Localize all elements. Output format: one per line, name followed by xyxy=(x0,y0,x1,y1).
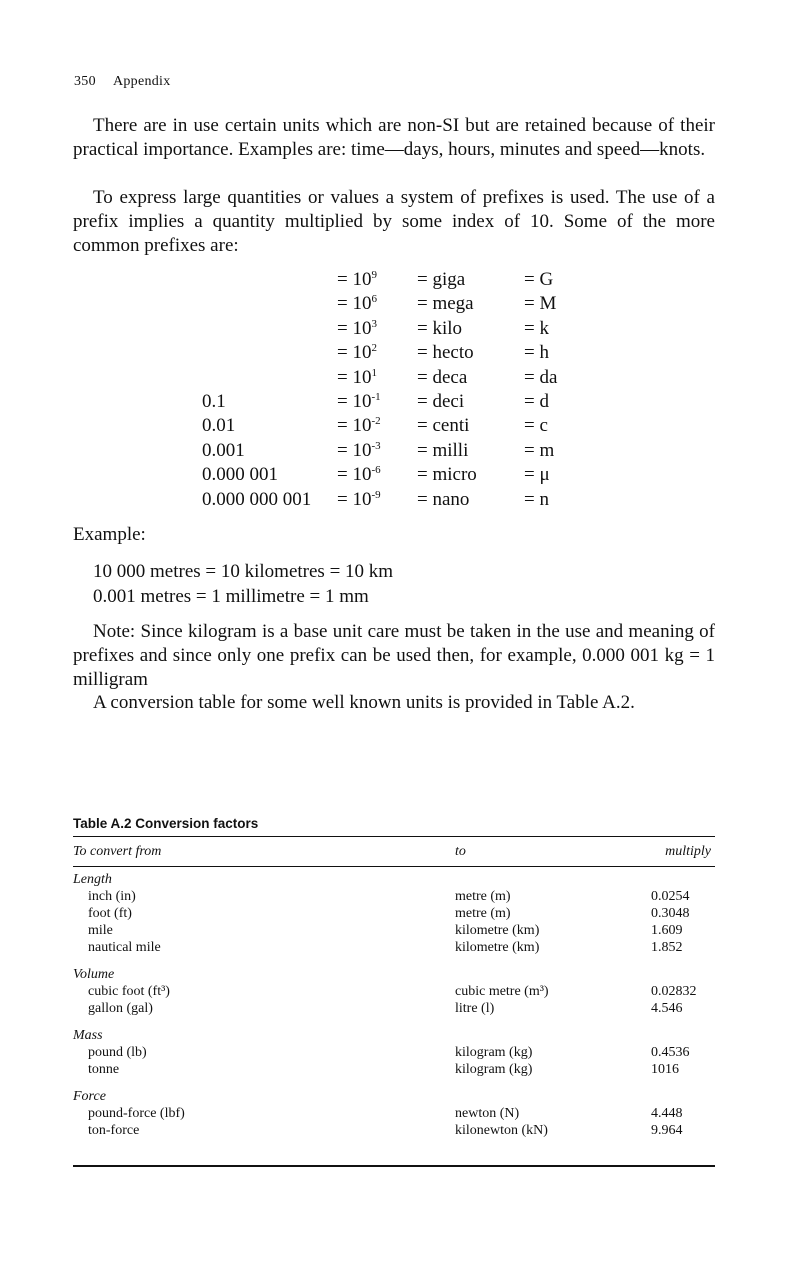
prefix-symbol: = c xyxy=(524,415,548,437)
prefix-number: 0.001 xyxy=(202,439,245,461)
running-head xyxy=(74,74,171,90)
prefix-power xyxy=(337,390,381,414)
cell-convert-from: inch (in) xyxy=(88,889,136,904)
prefix-name: = deci xyxy=(417,390,465,412)
table-row xyxy=(73,888,715,905)
table-row xyxy=(73,939,715,956)
prefix-power xyxy=(337,414,381,438)
prefix-name: = milli xyxy=(417,439,469,461)
cell-multiply: 4.448 xyxy=(651,1106,683,1121)
prefix-name: = deca xyxy=(417,366,468,388)
prefix-name: = mega xyxy=(417,293,474,315)
prefix-name: = kilo xyxy=(417,317,463,339)
cell-convert-from: mile xyxy=(88,923,113,938)
prefix-symbol: = m xyxy=(524,439,555,461)
paragraph-text: There are in use certain units which are non-SI but are retained because of their practical importance. Examples are: time—days, hours, minutes and speed—knots. xyxy=(73,115,715,160)
cell-multiply: 9.964 xyxy=(651,1123,683,1138)
cell-convert-from: tonne xyxy=(88,1062,120,1077)
cell-multiply: 0.02832 xyxy=(651,984,697,999)
cell-multiply: 0.3048 xyxy=(651,906,690,921)
prefix-power xyxy=(337,317,377,341)
header-convert-from: To convert from xyxy=(73,844,162,859)
prefix-name: = hecto xyxy=(417,342,474,364)
table-header-rule xyxy=(73,866,715,867)
prefix-power xyxy=(337,463,381,487)
prefix-name: = nano xyxy=(417,488,470,510)
prefix-exponent: 3 xyxy=(371,317,377,330)
cell-multiply: 1.609 xyxy=(651,923,683,938)
cell-to: metre (m) xyxy=(455,906,511,921)
cell-multiply: 1.852 xyxy=(651,940,683,955)
cell-convert-from: pound-force (lbf) xyxy=(88,1106,185,1121)
paragraph-text: Note: Since kilogram is a base unit care must be taken in the use and meaning of prefixes and since only one prefix can be used then, for example, 0.000 001 kg = 1 milligram xyxy=(73,621,715,690)
table-top-rule xyxy=(73,836,715,837)
paragraph-prefixes-intro xyxy=(73,186,715,258)
prefix-power xyxy=(337,268,377,292)
table-group xyxy=(73,966,715,1017)
prefix-symbol: = M xyxy=(524,293,557,315)
table-row xyxy=(73,983,715,1000)
example-line: 0.001 metres = 1 millimetre = 1 mm xyxy=(93,586,369,607)
prefix-power-base: = 10 xyxy=(337,415,372,437)
paragraph-text: A conversion table for some well known units is provided in Table A.2. xyxy=(93,692,635,713)
prefix-number: 0.000 000 001 xyxy=(202,488,312,510)
prefix-exponent: -3 xyxy=(371,439,381,452)
prefix-power-base: = 10 xyxy=(337,317,372,339)
prefix-exponent: 9 xyxy=(371,269,377,281)
cell-to: kilogram (kg) xyxy=(455,1062,533,1077)
prefix-name: = micro xyxy=(417,464,477,486)
cell-convert-from: nautical mile xyxy=(88,940,161,955)
prefix-power-base: = 10 xyxy=(337,293,372,315)
paragraph-non-si-units xyxy=(73,114,715,162)
prefix-number: 0.01 xyxy=(202,415,236,437)
table-row xyxy=(73,1000,715,1017)
section-title: Appendix xyxy=(112,74,171,89)
prefix-power xyxy=(337,488,381,512)
cell-multiply: 0.4536 xyxy=(651,1045,690,1060)
paragraph-text: To express large quantities or values a system of prefixes is used. The use of a prefix implies a quantity multiplied by some index of 10. Some of the more common prefixes are: xyxy=(73,187,715,256)
conversion-table-body xyxy=(73,871,715,1149)
cell-to: kilogram (kg) xyxy=(455,1045,533,1060)
prefix-exponent: -9 xyxy=(371,488,381,501)
table-group-label: Mass xyxy=(73,1028,103,1043)
prefix-name: = giga xyxy=(417,269,466,290)
cell-to: litre (l) xyxy=(455,1001,495,1016)
prefix-power xyxy=(337,366,377,390)
cell-to: newton (N) xyxy=(455,1106,520,1121)
table-group-label: Length xyxy=(73,872,112,887)
cell-to: cubic metre (m³) xyxy=(455,984,549,999)
cell-multiply: 4.546 xyxy=(651,1001,683,1016)
cell-to: kilonewton (kN) xyxy=(455,1123,548,1138)
prefix-exponent: 6 xyxy=(371,293,377,306)
prefix-power xyxy=(337,341,377,365)
cell-convert-from: cubic foot (ft³) xyxy=(88,984,170,999)
table-bottom-rule xyxy=(73,1165,715,1167)
table-row xyxy=(73,1044,715,1061)
prefix-power-base: = 10 xyxy=(337,488,372,510)
prefix-exponent: -2 xyxy=(371,415,381,428)
prefix-exponent: -1 xyxy=(371,390,381,403)
example-line: 10 000 metres = 10 kilometres = 10 km xyxy=(93,561,394,582)
table-caption: Table A.2 Conversion factors xyxy=(73,816,259,831)
prefix-number: 0.000 001 xyxy=(202,464,278,486)
prefix-exponent: 1 xyxy=(371,366,377,379)
prefix-symbol: = h xyxy=(524,342,549,364)
table-group xyxy=(73,1027,715,1078)
cell-to: kilometre (km) xyxy=(455,923,540,938)
table-row xyxy=(73,1061,715,1078)
prefix-symbol: = G xyxy=(524,269,554,290)
cell-multiply: 1016 xyxy=(651,1062,679,1077)
table-row xyxy=(73,922,715,939)
table-row xyxy=(73,1105,715,1122)
paragraph-table-reference xyxy=(73,691,715,715)
prefix-symbol: = d xyxy=(524,390,549,412)
table-group-label: Volume xyxy=(73,967,115,982)
table-group xyxy=(73,1088,715,1139)
prefix-power-base: = 10 xyxy=(337,366,372,388)
prefix-power-base: = 10 xyxy=(337,342,372,364)
prefix-power-base: = 10 xyxy=(337,390,372,412)
cell-convert-from: gallon (gal) xyxy=(88,1001,153,1016)
prefix-symbol: = k xyxy=(524,317,549,339)
prefix-name: = centi xyxy=(417,415,470,437)
cell-to: metre (m) xyxy=(455,889,511,904)
cell-to: kilometre (km) xyxy=(455,940,540,955)
prefix-exponent: 2 xyxy=(371,342,377,355)
cell-convert-from: foot (ft) xyxy=(88,906,132,921)
cell-convert-from: ton-force xyxy=(88,1123,140,1138)
cell-multiply: 0.0254 xyxy=(651,889,690,904)
prefix-power xyxy=(337,292,377,316)
prefix-power xyxy=(337,439,381,463)
paragraph-note xyxy=(73,620,715,692)
table-group-label: Force xyxy=(73,1089,106,1104)
page-number: 350 xyxy=(74,74,96,89)
prefix-power-base: = 10 xyxy=(337,439,372,461)
header-to: to xyxy=(455,844,466,859)
header-multiply: multiply xyxy=(665,844,711,859)
prefix-number: 0.1 xyxy=(202,390,226,412)
table-group xyxy=(73,871,715,956)
table-row xyxy=(73,905,715,922)
cell-convert-from: pound (lb) xyxy=(88,1045,147,1060)
prefix-symbol: = n xyxy=(524,488,549,510)
example-lines xyxy=(93,559,393,609)
example-label: Example: xyxy=(73,524,146,545)
prefix-symbol: = da xyxy=(524,366,558,388)
prefix-symbol: = μ xyxy=(524,464,550,486)
prefix-power-base: = 10 xyxy=(337,464,372,486)
prefix-exponent: -6 xyxy=(371,464,381,477)
prefix-power-base: = 10 xyxy=(337,269,372,290)
table-row xyxy=(73,1122,715,1139)
